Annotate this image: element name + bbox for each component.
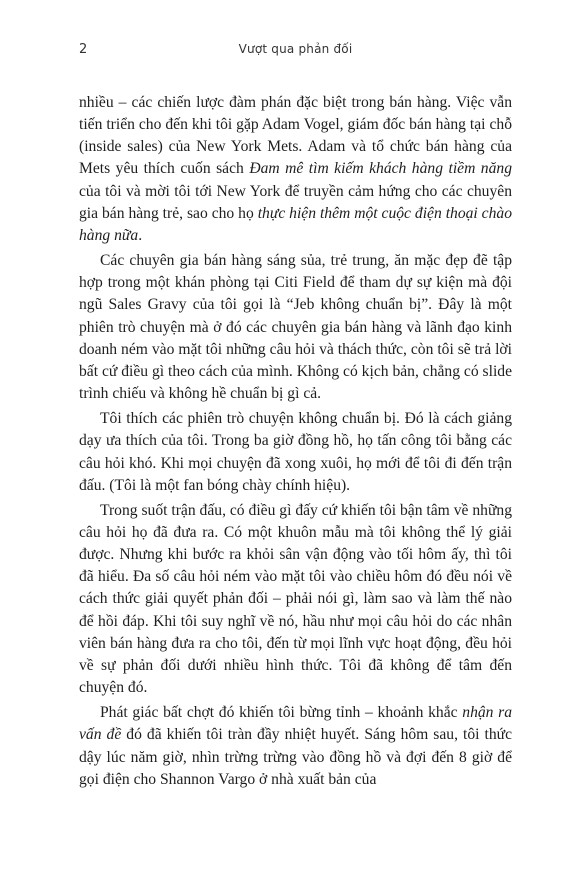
text-segment: Các chuyên gia bán hàng sáng sủa, trẻ trung, ăn mặc đẹp đẽ tập hợp trong một khán phòng tại Citi Field để tham dự sự kiện mà đội ngũ Sales Gravy của tôi gọi là “Jeb không chuẩn bị”. Đây là một phiên trò chuyện mà ở đó các chuyên gia bán hàng và lãnh đạo kinh doanh ném vào mặt tôi những câu hỏi và thách thức, còn tôi sẽ trả lời bất cứ điều gì theo cách của mình. Không có kịch bản, chẳng có slide trình chiếu và không hề chuẩn bị gì cả. [79,252,512,403]
emphasis-italic: nhận ra vấn đề [79,704,513,744]
book-title-italic: Đam mê tìm kiếm khách hàng tiềm năng [249,160,512,178]
paragraph-2 [79,250,512,405]
page-number: 2 [79,42,88,57]
paragraph-4 [79,500,512,699]
text-segment: đó đã khiến tôi tràn đầy nhiệt huyết. Sáng hôm sau, tôi thức dậy lúc năm giờ, nhìn trừng trừng vào đồng hồ và đợi đến 8 giờ để gọi điện cho Shannon Vargo ở nhà xuất bản của [79,726,512,788]
text-segment: Tôi thích các phiên trò chuyện không chuẩn bị. Đó là cách giảng dạy ưa thích của tôi. Trong ba giờ đồng hồ, họ tấn công tôi bằng các câu hỏi khó. Khi mọi chuyện đã xong xuôi, họ mới để tôi đi đến trận đấu. (Tôi là một fan bóng chày chính hiệu). [79,410,512,494]
text-segment: nhiều – các chiến lược đàm phán đặc biệt trong bán hàng. Việc vẫn tiến triển cho đến khi tôi gặp Adam Vogel, giám đốc bán hàng tại chỗ (inside sales) của New York Mets. Adam và tổ chức bán hàng của Mets yêu thích cuốn sách [79,94,512,178]
text-segment: . [138,226,143,244]
paragraph-5 [79,702,512,791]
text-segment: Trong suốt trận đấu, có điều gì đấy cứ khiến tôi bận tâm về những câu hỏi họ đã đưa ra. Có một khuôn mẫu mà tôi không thể lý giải được. Nhưng khi bước ra khỏi sân vận động vào tối hôm ấy, thì tôi đã hiểu. Đa số câu hỏi ném vào mặt tôi vào chiều hôm đó đều nói về cách thức giải quyết phản đối – phải nói gì, làm sao và làm thế nào để hồi đáp. Khi tôi suy nghĩ về nó, hầu như mọi câu hỏi do các nhân viên bán hàng đưa ra cho tôi, đến từ mọi lĩnh vực hoạt động, đều hỏi về sự phản đối dưới nhiều hình thức. Tôi đã không để tâm đến chuyện đó. [79,501,512,697]
paragraph-1 [79,92,512,247]
text-segment: của tôi và mời tôi tới New York để truyền cảm hứng cho các chuyên gia bán hàng trẻ, sao cho họ [79,182,512,222]
emphasis-italic: thực hiện thêm một cuộc điện thoại chào hàng nữa [79,204,512,244]
page-header [79,42,512,64]
running-title: Vượt qua phản đối [238,42,353,56]
body-text [79,92,512,791]
paragraph-3 [79,408,512,497]
text-segment: Phát giác bất chợt đó khiến tôi bừng tỉnh – khoảnh khắc [100,704,463,722]
